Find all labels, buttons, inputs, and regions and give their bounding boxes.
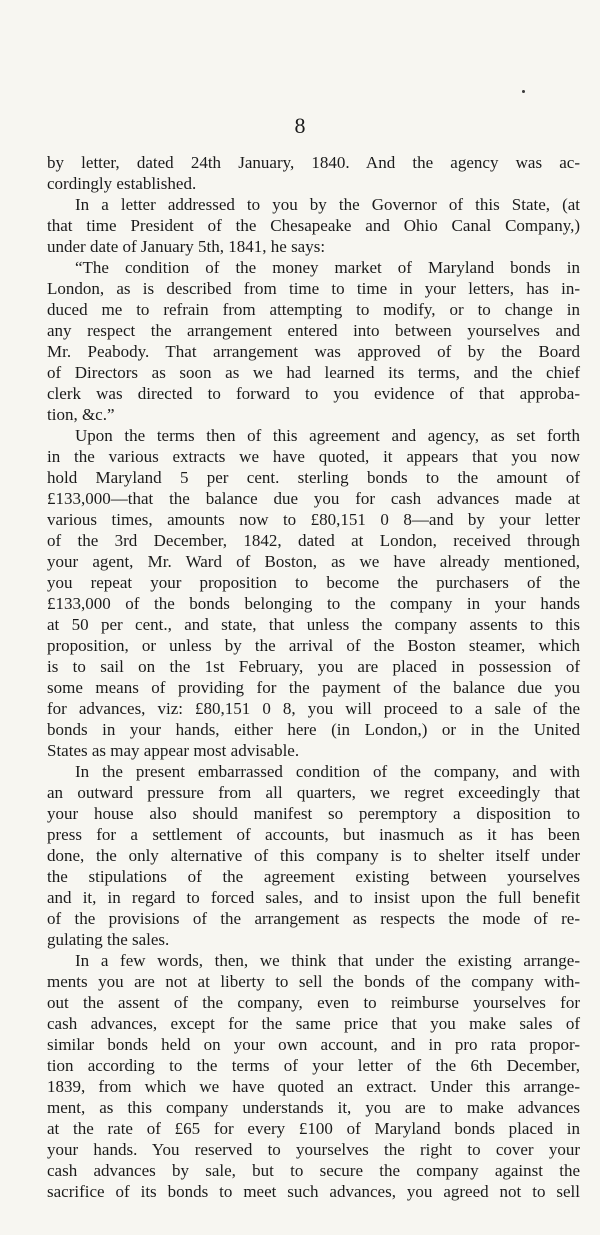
text-line: by letter, dated 24th January, 1840. And the agency was ac- bbox=[47, 153, 580, 172]
text-line: of the provisions of the arrangement as respects the mode of re- bbox=[47, 909, 580, 928]
text-line: for advances, viz: £80,151 0 8, you will proceed to a sale of the bbox=[47, 699, 580, 718]
text-line: at 50 per cent., and state, that unless the company assents to this bbox=[47, 615, 580, 634]
text-line: some means of providing for the payment of the balance due you bbox=[47, 678, 580, 697]
text-line: tion, &c.” bbox=[47, 405, 115, 424]
text-line: of the 3rd December, 1842, dated at London, received through bbox=[47, 531, 580, 550]
text-line: the stipulations of the agreement existing between yourselves bbox=[47, 867, 580, 886]
text-line: and it, in regard to forced sales, and to insist upon the full benefit bbox=[47, 888, 580, 907]
text-line: out the assent of the company, even to reimburse yourselves for bbox=[47, 993, 580, 1012]
text-line: tion according to the terms of your letter of the 6th December, bbox=[47, 1056, 580, 1075]
text-line: ment, as this company understands it, you are to make advances bbox=[47, 1098, 580, 1117]
text-line: under date of January 5th, 1841, he says: bbox=[47, 237, 326, 256]
text-line: cash advances, except for the same price that you make sales of bbox=[47, 1014, 580, 1033]
text-line: States as may appear most advisable. bbox=[47, 741, 300, 760]
text-line: clerk was directed to forward to you evidence of that approba- bbox=[47, 384, 580, 403]
text-line: In a few words, then, we think that under the existing arrange- bbox=[75, 951, 580, 970]
text-line: bonds in your hands, either here (in London,) or in the United bbox=[47, 720, 580, 739]
text-line: “The condition of the money market of Maryland bonds in bbox=[75, 258, 580, 277]
text-line: sacrifice of its bonds to meet such advances, you agreed not to sell bbox=[47, 1182, 580, 1201]
text-line: duced me to refrain from attempting to modify, or to change in bbox=[47, 300, 580, 319]
body-text bbox=[47, 152, 580, 1202]
text-line: your agent, Mr. Ward of Boston, as we have already mentioned, bbox=[47, 552, 580, 571]
text-line: any respect the arrangement entered into between yourselves and bbox=[47, 321, 580, 340]
text-line: done, the only alternative of this company is to shelter itself under bbox=[47, 846, 580, 865]
text-line: is to sail on the 1st February, you are placed in possession of bbox=[47, 657, 580, 676]
text-line: your hands. You reserved to yourselves the right to cover your bbox=[47, 1140, 580, 1159]
text-line: 1839, from which we have quoted an extract. Under this arrange- bbox=[47, 1077, 580, 1096]
text-line: In a letter addressed to you by the Governor of this State, (at bbox=[75, 195, 580, 214]
text-line: hold Maryland 5 per cent. sterling bonds to the amount of bbox=[47, 468, 580, 487]
text-line: London, as is described from time to time in your letters, has in- bbox=[47, 279, 580, 298]
text-line: of Directors as soon as we had learned its terms, and the chief bbox=[47, 363, 580, 382]
text-line: cordingly established. bbox=[47, 174, 197, 193]
text-line: that time President of the Chesapeake and Ohio Canal Company,) bbox=[47, 216, 580, 235]
text-line: an outward pressure from all quarters, we regret exceedingly that bbox=[47, 783, 580, 802]
text-line: your house also should manifest so peremptory a disposition to bbox=[47, 804, 580, 823]
page-number: 8 bbox=[294, 113, 306, 138]
text-line: cash advances by sale, but to secure the company against the bbox=[47, 1161, 580, 1180]
text-line: Mr. Peabody. That arrangement was approved of by the Board bbox=[47, 342, 580, 361]
text-line: proposition, or unless by the arrival of the Boston steamer, which bbox=[47, 636, 580, 655]
text-line: press for a settlement of accounts, but inasmuch as it has been bbox=[47, 825, 580, 844]
text-line: ments you are not at liberty to sell the bonds of the company with- bbox=[47, 972, 580, 991]
text-line: at the rate of £65 for every £100 of Maryland bonds placed in bbox=[47, 1119, 580, 1138]
text-line: £133,000—that the balance due you for cash advances made at bbox=[47, 489, 580, 508]
text-line: gulating the sales. bbox=[47, 930, 170, 949]
text-line: Upon the terms then of this agreement and agency, as set forth bbox=[75, 426, 580, 445]
text-line: In the present embarrassed condition of the company, and with bbox=[75, 762, 580, 781]
text-line: £133,000 of the bonds belonging to the company in your hands bbox=[47, 594, 580, 613]
text-line: in the various extracts we have quoted, it appears that you now bbox=[47, 447, 580, 466]
ink-speck bbox=[522, 90, 525, 93]
text-line: similar bonds held on your own account, and in pro rata propor- bbox=[47, 1035, 580, 1054]
text-line: various times, amounts now to £80,151 0 8—and by your letter bbox=[47, 510, 580, 529]
text-line: you repeat your proposition to become the purchasers of the bbox=[47, 573, 580, 592]
